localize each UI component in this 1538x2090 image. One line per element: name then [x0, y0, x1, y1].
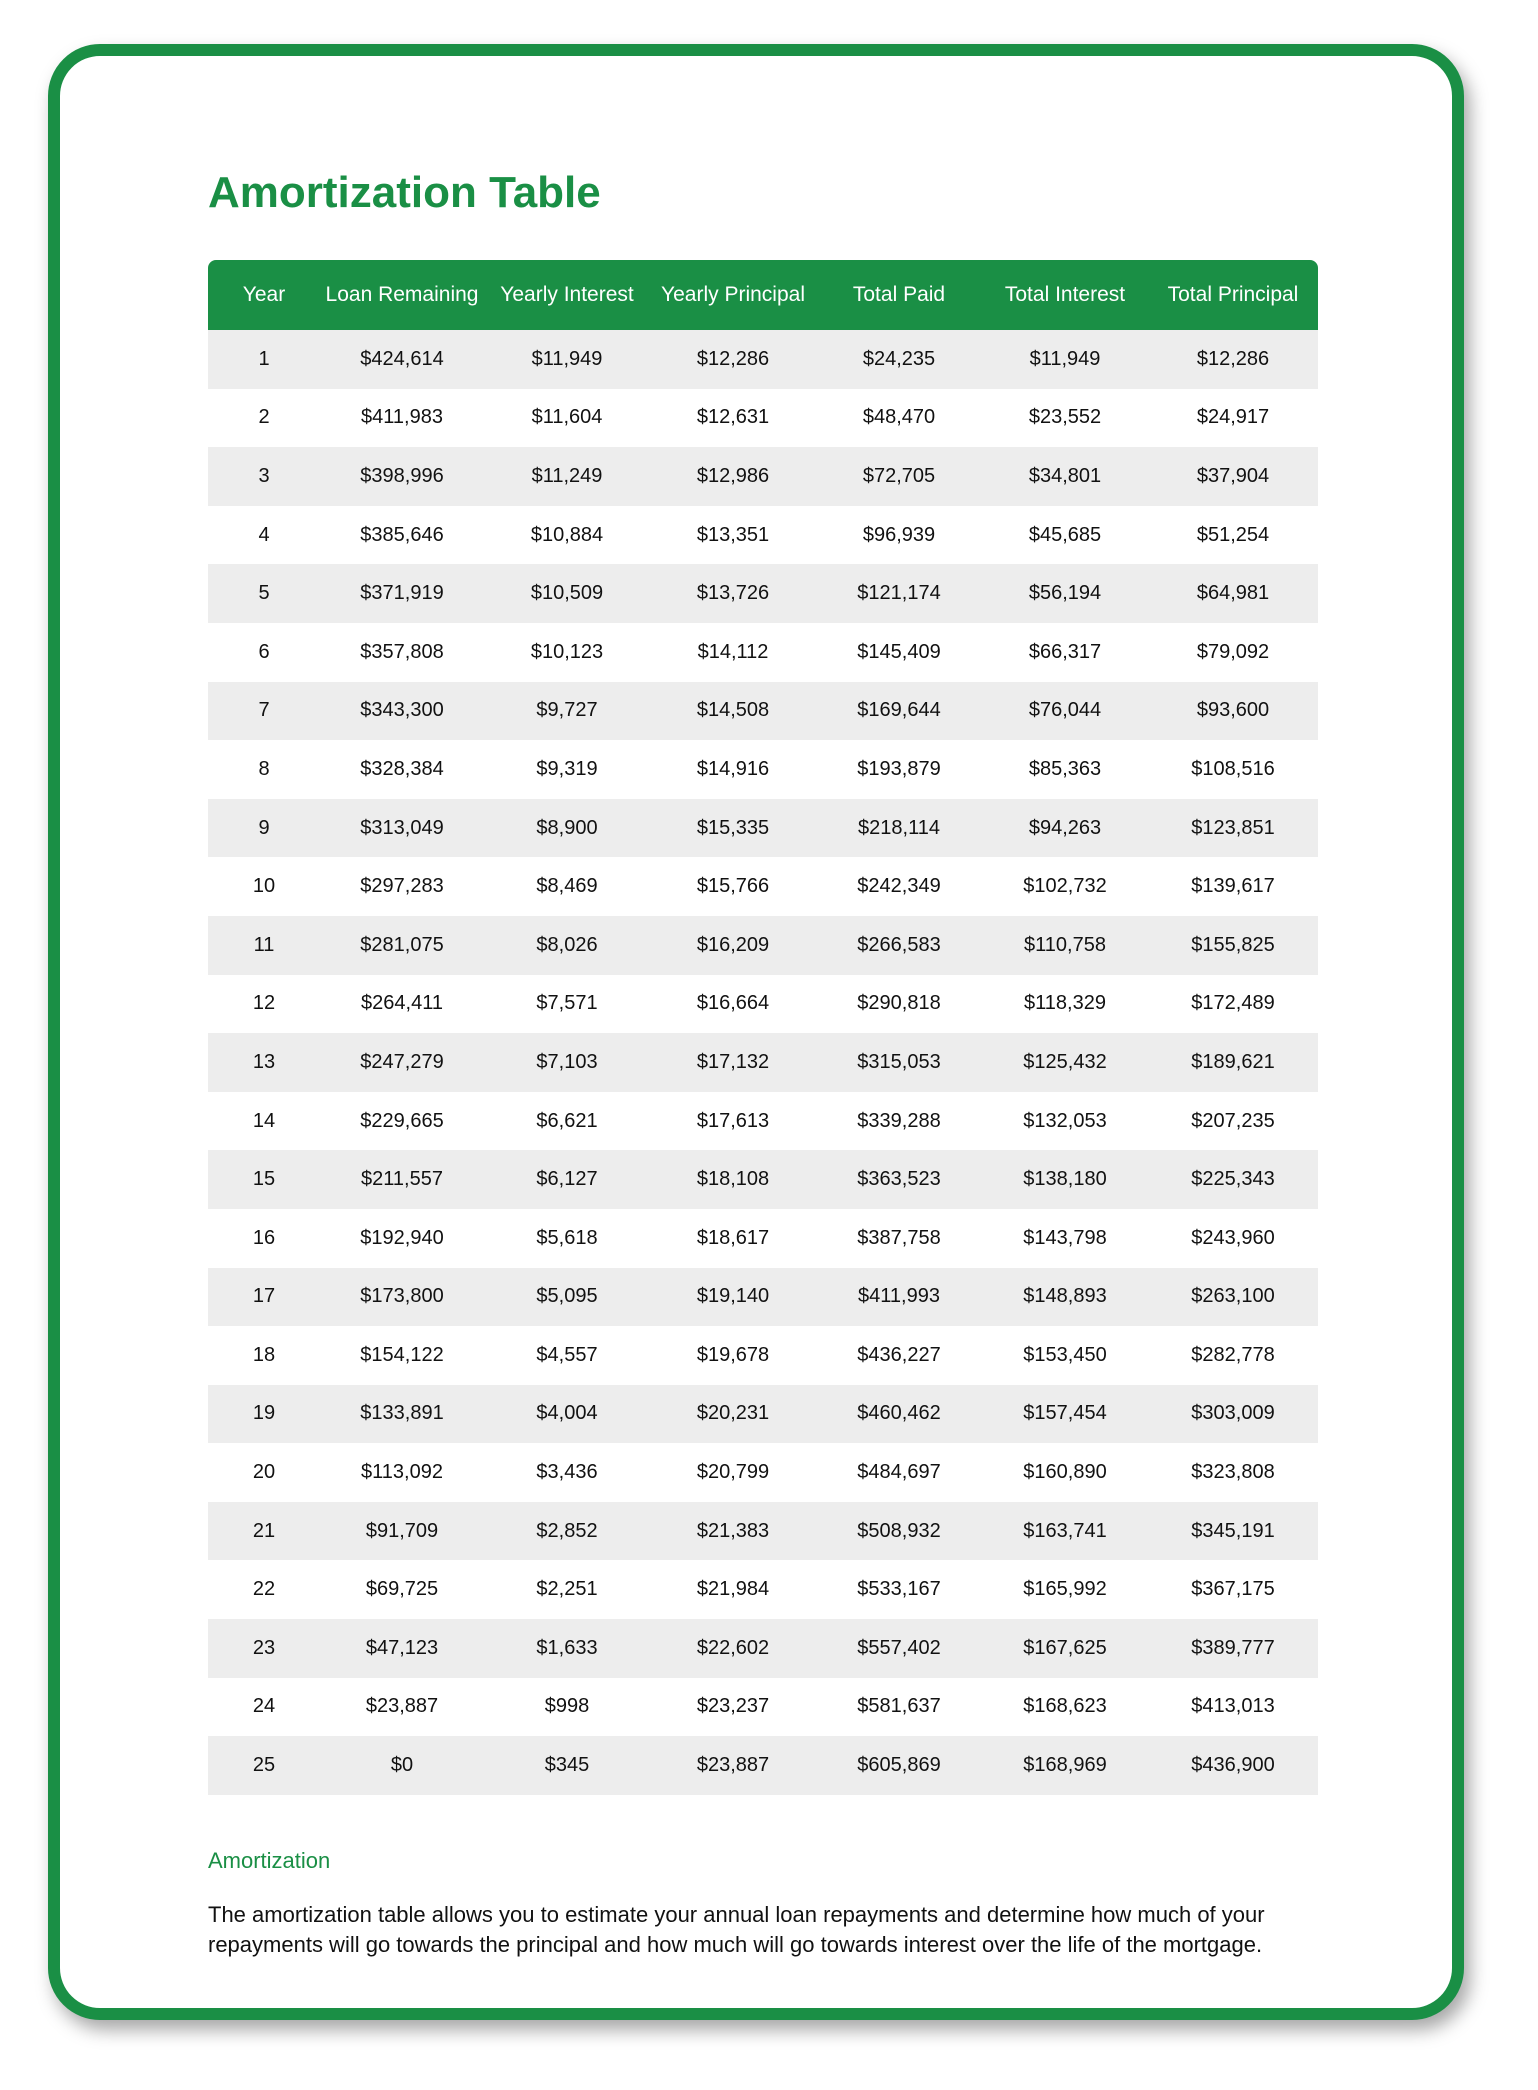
- table-row: [208, 1092, 1318, 1151]
- cell-loan-remaining: $192,940: [360, 1226, 444, 1249]
- cell-total-interest: $165,992: [1023, 1578, 1107, 1601]
- header-total-interest: Total Interest: [1004, 283, 1126, 306]
- cell-yearly-principal: $17,132: [696, 1050, 770, 1073]
- cell-total-principal: $12,286: [1196, 347, 1270, 370]
- table-row: [208, 1033, 1318, 1092]
- cell-year: 12: [252, 992, 276, 1015]
- cell-year: 13: [252, 1050, 276, 1073]
- cell-yearly-interest: $2,251: [536, 1578, 598, 1601]
- cell-loan-remaining: $297,283: [360, 875, 444, 898]
- cell-total-paid: $193,879: [857, 757, 941, 780]
- cell-yearly-principal: $21,383: [696, 1519, 770, 1542]
- cell-year: 11: [253, 933, 275, 956]
- cell-loan-remaining: $281,075: [360, 933, 444, 956]
- cell-total-interest: $34,801: [1028, 464, 1102, 487]
- cell-total-paid: $266,583: [857, 933, 941, 956]
- cell-yearly-principal: $23,237: [696, 1695, 770, 1718]
- cell-total-interest: $132,053: [1023, 1109, 1107, 1132]
- cell-loan-remaining: $398,996: [360, 464, 444, 487]
- table-row: [208, 1678, 1318, 1737]
- cell-yearly-principal: $14,916: [696, 757, 770, 780]
- cell-total-paid: $533,167: [857, 1578, 941, 1601]
- cell-total-principal: $225,343: [1191, 1168, 1275, 1191]
- cell-total-paid: $581,637: [857, 1695, 941, 1718]
- cell-yearly-principal: $21,984: [696, 1578, 770, 1601]
- cell-yearly-interest: $6,621: [536, 1109, 598, 1132]
- cell-year: 8: [258, 757, 270, 780]
- cell-loan-remaining: $47,123: [365, 1636, 439, 1659]
- cell-total-principal: $123,851: [1191, 816, 1275, 839]
- cell-total-paid: $363,523: [857, 1168, 941, 1191]
- cell-loan-remaining: $154,122: [360, 1343, 444, 1366]
- cell-total-principal: $155,825: [1191, 933, 1275, 956]
- cell-loan-remaining: $113,092: [361, 1461, 443, 1484]
- header-yearly-interest: Yearly Interest: [500, 283, 634, 306]
- header-total-paid: Total Paid: [852, 283, 946, 306]
- cell-total-paid: $557,402: [857, 1636, 941, 1659]
- cell-yearly-principal: $16,209: [696, 933, 770, 956]
- cell-total-interest: $94,263: [1028, 816, 1102, 839]
- cell-loan-remaining: $385,646: [360, 523, 444, 546]
- cell-total-principal: $172,489: [1191, 992, 1275, 1015]
- cell-year: 25: [252, 1754, 276, 1777]
- table-header: [208, 260, 1318, 330]
- cell-total-paid: $484,697: [857, 1461, 941, 1484]
- cell-year: 19: [252, 1402, 276, 1425]
- cell-yearly-interest: $11,249: [531, 464, 603, 487]
- cell-year: 9: [258, 816, 270, 839]
- cell-year: 3: [258, 464, 270, 487]
- cell-total-paid: $24,235: [862, 347, 936, 370]
- table-row: [208, 389, 1318, 448]
- cell-total-principal: $436,900: [1191, 1754, 1275, 1777]
- table-row: [208, 682, 1318, 741]
- cell-year: 14: [252, 1109, 276, 1132]
- cell-yearly-principal: $20,799: [696, 1461, 770, 1484]
- cell-total-paid: $290,818: [857, 992, 941, 1015]
- cell-year: 5: [258, 582, 270, 605]
- table-row: [208, 506, 1318, 565]
- cell-year: 24: [252, 1695, 276, 1718]
- cell-yearly-interest: $5,095: [536, 1285, 598, 1308]
- cell-yearly-principal: $19,678: [696, 1343, 770, 1366]
- header-loan-remaining: Loan Remaining: [325, 283, 479, 306]
- cell-total-principal: $207,235: [1191, 1109, 1275, 1132]
- table-row: [208, 564, 1318, 623]
- table-row: [208, 623, 1318, 682]
- cell-total-paid: $121,174: [857, 582, 941, 605]
- cell-loan-remaining: $247,279: [360, 1050, 444, 1073]
- table-row: [208, 1150, 1318, 1209]
- cell-total-principal: $24,917: [1196, 406, 1270, 429]
- cell-yearly-interest: $11,604: [531, 406, 603, 429]
- cell-yearly-principal: $22,602: [696, 1636, 770, 1659]
- cell-yearly-interest: $10,509: [530, 582, 604, 605]
- cell-yearly-principal: $20,231: [696, 1402, 770, 1425]
- cell-year: 21: [252, 1519, 276, 1542]
- cell-yearly-principal: $18,108: [696, 1168, 770, 1191]
- cell-total-interest: $157,454: [1023, 1402, 1107, 1425]
- cell-loan-remaining: $328,384: [360, 757, 444, 780]
- cell-total-interest: $23,552: [1028, 406, 1102, 429]
- cell-total-principal: $51,254: [1196, 523, 1270, 546]
- cell-total-paid: $145,409: [857, 640, 941, 663]
- cell-total-interest: $56,194: [1028, 582, 1102, 605]
- cell-yearly-principal: $13,726: [696, 582, 770, 605]
- cell-yearly-interest: $4,004: [536, 1402, 598, 1425]
- page-title: Amortization Table: [208, 168, 601, 217]
- cell-year: 6: [258, 640, 270, 663]
- cell-year: 23: [252, 1636, 276, 1659]
- cell-loan-remaining: $424,614: [360, 347, 444, 370]
- table-row: [208, 857, 1318, 916]
- cell-total-interest: $138,180: [1023, 1168, 1107, 1191]
- cell-yearly-interest: $1,633: [536, 1636, 598, 1659]
- table-body: [208, 330, 1318, 1795]
- cell-total-interest: $167,625: [1023, 1636, 1107, 1659]
- cell-yearly-interest: $998: [544, 1695, 590, 1718]
- cell-loan-remaining: $357,808: [360, 640, 444, 663]
- cell-year: 1: [258, 347, 270, 370]
- cell-total-paid: $96,939: [862, 523, 936, 546]
- cell-yearly-principal: $19,140: [696, 1285, 770, 1308]
- cell-total-principal: $389,777: [1191, 1636, 1275, 1659]
- cell-loan-remaining: $91,709: [365, 1519, 439, 1542]
- cell-total-paid: $315,053: [857, 1050, 941, 1073]
- header-year: Year: [242, 283, 286, 306]
- cell-year: 20: [252, 1461, 276, 1484]
- cell-year: 7: [258, 699, 270, 722]
- cell-yearly-principal: $18,617: [696, 1226, 770, 1249]
- cell-total-paid: $72,705: [862, 464, 936, 487]
- cell-loan-remaining: $411,983: [361, 406, 443, 429]
- cell-total-principal: $243,960: [1191, 1226, 1275, 1249]
- cell-yearly-interest: $10,123: [530, 640, 604, 663]
- cell-total-principal: $108,516: [1191, 757, 1275, 780]
- cell-loan-remaining: $69,725: [365, 1578, 439, 1601]
- cell-yearly-interest: $7,571: [536, 992, 598, 1015]
- cell-yearly-principal: $15,766: [696, 875, 770, 898]
- cell-yearly-interest: $5,618: [536, 1226, 598, 1249]
- cell-year: 15: [252, 1168, 276, 1191]
- cell-yearly-interest: $2,852: [536, 1519, 598, 1542]
- cell-yearly-principal: $12,631: [696, 406, 770, 429]
- cell-total-interest: $160,890: [1023, 1461, 1107, 1484]
- cell-yearly-interest: $8,469: [536, 875, 598, 898]
- cell-total-paid: $508,932: [857, 1519, 941, 1542]
- cell-total-principal: $263,100: [1191, 1285, 1275, 1308]
- cell-yearly-interest: $7,103: [536, 1050, 598, 1073]
- table-row: [208, 447, 1318, 506]
- cell-yearly-principal: $15,335: [696, 816, 770, 839]
- cell-yearly-principal: $16,664: [696, 992, 770, 1015]
- cell-yearly-principal: $12,986: [696, 464, 770, 487]
- cell-total-interest: $168,623: [1023, 1695, 1107, 1718]
- cell-yearly-principal: $23,887: [696, 1754, 770, 1777]
- cell-total-interest: $66,317: [1028, 640, 1102, 663]
- cell-total-paid: $48,470: [862, 406, 936, 429]
- cell-loan-remaining: $343,300: [360, 699, 444, 722]
- cell-year: 4: [258, 523, 270, 546]
- cell-total-interest: $148,893: [1023, 1285, 1107, 1308]
- cell-year: 2: [258, 406, 270, 429]
- cell-total-interest: $11,949: [1029, 347, 1101, 370]
- cell-total-principal: $345,191: [1191, 1519, 1275, 1542]
- cell-yearly-interest: $345: [544, 1754, 590, 1777]
- cell-total-paid: $339,288: [857, 1109, 941, 1132]
- table-row: [208, 740, 1318, 799]
- cell-total-interest: $125,432: [1023, 1050, 1107, 1073]
- cell-total-principal: $37,904: [1196, 464, 1270, 487]
- cell-yearly-interest: $10,884: [530, 523, 604, 546]
- cell-total-paid: $460,462: [857, 1402, 941, 1425]
- cell-total-interest: $153,450: [1023, 1343, 1107, 1366]
- cell-total-interest: $102,732: [1023, 875, 1107, 898]
- cell-loan-remaining: $313,049: [360, 816, 444, 839]
- cell-total-interest: $45,685: [1028, 523, 1102, 546]
- table-row: [208, 1268, 1318, 1327]
- cell-yearly-interest: $4,557: [536, 1343, 598, 1366]
- cell-year: 22: [252, 1578, 276, 1601]
- cell-total-principal: $93,600: [1196, 699, 1270, 722]
- table-header-row: [208, 260, 1318, 330]
- amortization-table: [208, 260, 1318, 1795]
- cell-loan-remaining: $229,665: [360, 1109, 444, 1132]
- cell-total-principal: $282,778: [1191, 1343, 1275, 1366]
- table-row: [208, 1209, 1318, 1268]
- cell-total-paid: $436,227: [857, 1343, 941, 1366]
- cell-loan-remaining: $173,800: [360, 1285, 444, 1308]
- cell-loan-remaining: $23,887: [365, 1695, 439, 1718]
- cell-total-paid: $387,758: [857, 1226, 941, 1249]
- cell-total-principal: $189,621: [1191, 1050, 1275, 1073]
- cell-total-principal: $139,617: [1191, 875, 1275, 898]
- cell-total-paid: $169,644: [857, 699, 941, 722]
- table-row: [208, 975, 1318, 1034]
- cell-year: 17: [252, 1285, 276, 1308]
- cell-total-paid: $411,993: [858, 1285, 940, 1308]
- cell-yearly-interest: $8,900: [536, 816, 598, 839]
- table-row: [208, 1560, 1318, 1619]
- table-row: [208, 799, 1318, 858]
- cell-total-principal: $303,009: [1191, 1402, 1275, 1425]
- cell-total-principal: $367,175: [1191, 1578, 1275, 1601]
- table-row: [208, 1326, 1318, 1385]
- cell-yearly-interest: $9,727: [536, 699, 598, 722]
- table-row: [208, 1443, 1318, 1502]
- cell-total-interest: $143,798: [1023, 1226, 1107, 1249]
- table-row: [208, 1385, 1318, 1444]
- cell-yearly-principal: $17,613: [696, 1109, 770, 1132]
- cell-total-interest: $163,741: [1023, 1519, 1107, 1542]
- table-row: [208, 1736, 1318, 1795]
- cell-total-interest: $76,044: [1028, 699, 1102, 722]
- cell-yearly-principal: $12,286: [696, 347, 770, 370]
- cell-yearly-interest: $11,949: [531, 347, 603, 370]
- table-row: [208, 1502, 1318, 1561]
- cell-year: 10: [252, 875, 276, 898]
- cell-yearly-principal: $13,351: [696, 523, 770, 546]
- cell-total-paid: $218,114: [858, 816, 940, 839]
- cell-loan-remaining: $371,919: [360, 582, 444, 605]
- cell-loan-remaining: $211,557: [361, 1168, 443, 1191]
- cell-yearly-interest: $3,436: [536, 1461, 598, 1484]
- cell-total-interest: $110,758: [1024, 933, 1106, 956]
- cell-loan-remaining: $133,891: [360, 1402, 444, 1425]
- table-row: [208, 916, 1318, 975]
- cell-yearly-principal: $14,112: [697, 640, 769, 663]
- cell-yearly-principal: $14,508: [696, 699, 770, 722]
- cell-yearly-interest: $9,319: [536, 757, 598, 780]
- cell-total-interest: $168,969: [1023, 1754, 1107, 1777]
- header-yearly-principal: Yearly Principal: [661, 283, 805, 306]
- cell-yearly-interest: $8,026: [536, 933, 598, 956]
- cell-loan-remaining: $0: [390, 1754, 414, 1777]
- cell-total-paid: $242,349: [857, 875, 941, 898]
- cell-loan-remaining: $264,411: [361, 992, 443, 1015]
- cell-yearly-interest: $6,127: [536, 1168, 598, 1191]
- cell-total-interest: $85,363: [1028, 757, 1102, 780]
- info-heading: Amortization: [208, 1848, 331, 1873]
- cell-total-principal: $64,981: [1196, 582, 1270, 605]
- cell-year: 18: [252, 1343, 276, 1366]
- cell-total-principal: $323,808: [1191, 1461, 1275, 1484]
- header-total-principal: Total Principal: [1167, 283, 1299, 306]
- table-row: [208, 330, 1318, 389]
- cell-total-principal: $413,013: [1191, 1695, 1275, 1718]
- cell-year: 16: [252, 1226, 276, 1249]
- table-row: [208, 1619, 1318, 1678]
- cell-total-interest: $118,329: [1024, 992, 1106, 1015]
- cell-total-paid: $605,869: [857, 1754, 941, 1777]
- info-text: The amortization table allows you to estimate your annual loan repayments and determine how much of your repayments will go towards the principal and how much will go towards interest over the life of the mortgage.: [208, 1902, 1265, 1957]
- cell-total-principal: $79,092: [1196, 640, 1270, 663]
